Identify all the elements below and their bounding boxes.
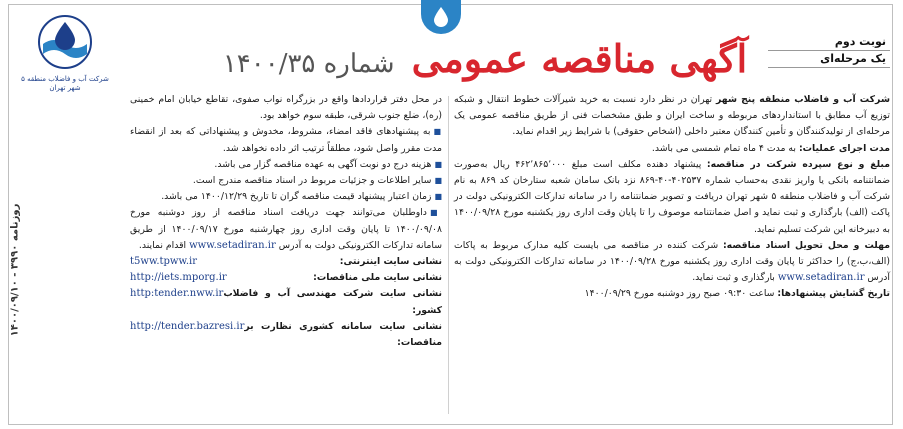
tender-type-badge: یک مرحله‌ای (768, 51, 890, 68)
deadline-paragraph: مهلت و محل تحویل اسناد مناقصه: شرکت کننده در مناقصه می بایست کلیه مدارک مربوط به پاکات (الف،ب،ج) را حداکثر تا پایان وقت اداری روز یکشنبه مورخ ۱۴۰۰/۰۹/۲۸ در سامانه تدارکات الکترونیکی دولت به آدرس www.setadiran.ir بارگذاری و ثبت نماید. (454, 239, 890, 284)
title-block (200, 36, 770, 88)
site-row: نشانی سایت شرکت مهندسی آب و فاضلاب کشور: http:tender.nww.ir (130, 288, 442, 316)
site-row: نشانی سایت ملی مناقصات: http://iets.mporg.ir (130, 270, 442, 286)
setadiran-link[interactable]: www.setadiran.ir (777, 272, 865, 284)
deposit-paragraph: مبلغ و نوع سپرده شرکت در مناقصه: پیشنهاد دهنده مکلف است مبلغ ۴۶۲٬۸۶۵٬۰۰۰ ریال به‌صورت ضمانتنامه بانکی یا واریز نقدی به‌حساب شماره ۴۰۲۵۳۷-۴۰-۸۶۹ نزد بانک سامان شعبه ستارخان کد ۸۶۹ به نام شرکت آب و فاضلاب منطقه ۵ شهر تهران دریافت و تصویر ضمانتنامه را در سامانه تدارکات الکترونیکی دولت در پاکت (الف) بارگذاری و ثبت نماید و اصل ضمانتنامه موصوف را تا پایان وقت اداری روز یکشنبه مورخ ۱۴۰۰/۰۹/۲۸ به دبیرخانه این شرکت تسلیم نماید. (454, 158, 890, 235)
bullet-icon: ■ (434, 159, 442, 169)
bullet-item: ■سایر اطلاعات و جزئیات مربوط در اسناد مناقصه مندرج است. (192, 175, 442, 187)
right-column (454, 92, 890, 303)
bullet-item: ■به پیشنهادهای فاقد امضاء، مشروط، مخدوش و پیشنهاداتی که بعد از انقضاء مدت مقرر واصل شود، مطلقاً ترتیب اثر داده نخواهد شد. (130, 126, 442, 154)
bullet-icon: ■ (434, 176, 442, 186)
setadiran-link[interactable]: www.setadiran.ir (189, 239, 276, 251)
national-tenders-link[interactable]: http://iets.mporg.ir (130, 272, 227, 284)
bazresi-tender-link[interactable]: http://tender.bazresi.ir (130, 320, 245, 332)
newspaper-issue-text: روزنامه ۳۹۹۰ - ۱۴۰۰/۰۹/۱۰ (9, 203, 21, 337)
column-divider (448, 96, 449, 414)
round-badge: نوبت دوم (768, 34, 890, 51)
newspaper-side-strip (4, 120, 26, 420)
tender-number: شماره ۱۴۰۰/۳۵ (222, 49, 395, 79)
left-column (130, 92, 442, 351)
water-company-logo-icon (37, 14, 93, 70)
site-row: نشانی سایت اینترنتی: t5ww.tpww.ir (130, 254, 442, 270)
duration-paragraph: مدت اجرای عملیات: به مدت ۴ ماه تمام شمسی می باشد. (651, 142, 890, 154)
nww-tender-link[interactable]: http:tender.nww.ir (130, 288, 224, 300)
download-paragraph: ■داوطلبان می‌توانند جهت دریافت اسناد مناقصه از روز دوشنبه مورخ ۱۴۰۰/۰۹/۰۸ تا پایان وقت اداری روز چهارشنبه مورخ ۱۴۰۰/۰۹/۱۷ از طریق سامانه تدارکات الکترونیکی دولت به آدرس www.setadiran.ir اقدام نمایند. (130, 207, 442, 251)
bullet-icon: ■ (433, 127, 442, 137)
announcement-badges (768, 34, 890, 84)
page-title: آگهی مناقصه عمومی (411, 36, 748, 81)
address-paragraph: در محل دفتر قراردادها واقع در بزرگراه نواب صفوی، تقاطع خیابان امام خمینی (ره)، ضلع جنوب شرقی، طبقه سوم خواهد بود. (130, 94, 442, 122)
bullet-icon: ■ (429, 208, 442, 218)
logo-caption: شرکت آب و فاضلاب منطقه ۵ شهر تهران (21, 75, 109, 92)
site-row: نشانی سایت سامانه کشوری نظارت بر مناقصات: http://tender.bazresi.ir (130, 320, 442, 349)
bullet-item: ■هزینه درج دو نوبت آگهی به عهده مناقصه گزار می باشد. (214, 158, 442, 170)
bullet-item: ■زمان اعتبار پیشنهاد قیمت مناقصه گران تا تاریخ ۱۴۰۰/۱۲/۲۹ می باشد. (161, 191, 442, 203)
company-logo (20, 14, 110, 92)
intro-paragraph: شرکت آب و فاضلاب منطقه پنج شهر تهران در نظر دارد نسبت به خرید شیرآلات خطوط انتقال و شبکه توزیع آب مطابق با استانداردهای مربوطه و ساخت ایران و طبق مشخصات فنی از طریق مناقصه عمومی یک مرحله‌ای از تولیدکنندگان و تأمین کنندگان معتبر داخلی (اشخاص حقوقی) با شرایط زیر اقدام نماید. (454, 94, 890, 138)
website-link[interactable]: t5ww.tpww.ir (130, 256, 198, 268)
opening-paragraph: تاریخ گشایش پیشنهادها: ساعت ۰۹:۳۰ صبح روز دوشنبه مورخ ۱۴۰۰/۰۹/۲۹ (584, 288, 890, 300)
bullet-icon: ■ (434, 192, 442, 202)
